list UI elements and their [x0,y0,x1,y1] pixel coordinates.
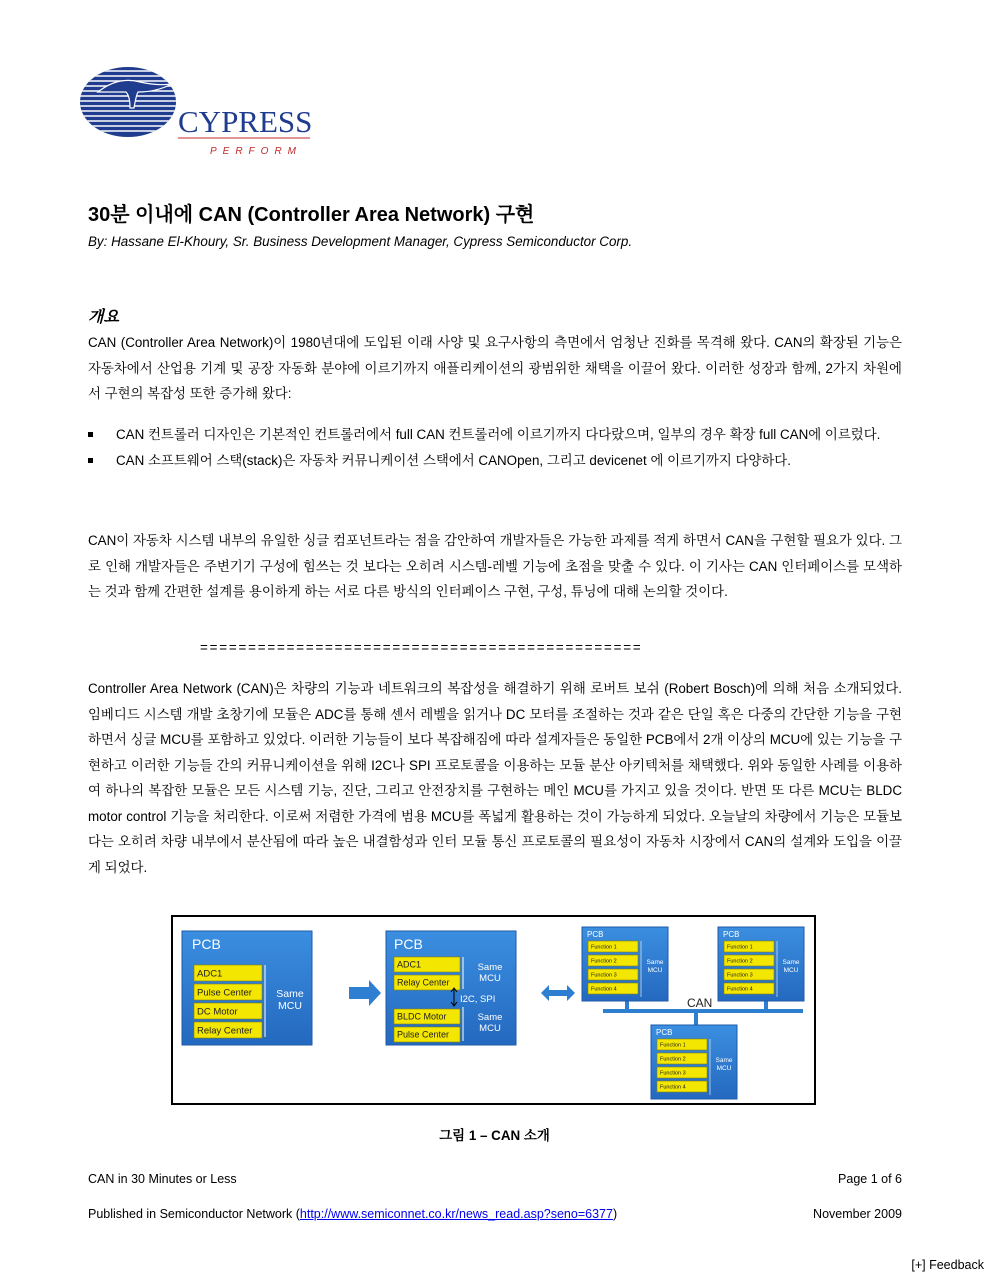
can-bus-label: CAN [687,996,713,1010]
function-box [394,957,460,972]
panel-dual-mcu [386,931,516,1045]
function-label: Function 1 [591,944,617,951]
feedback-link[interactable]: [+] Feedback [911,1258,984,1272]
pcb-label: PCB [656,1028,673,1037]
mcu-label: Same MCU [782,959,800,974]
function-box [588,983,638,994]
function-box [657,1039,707,1050]
function-box [394,1009,460,1024]
bullet-list [88,422,902,473]
function-box [724,969,774,980]
arrow-right-icon [349,980,381,1006]
mcu-label: Same MCU [715,1057,733,1072]
function-label: Function 4 [660,1084,686,1091]
mcu-label: Same MCU [477,962,503,984]
footer-doc-title: CAN in 30 Minutes or Less [88,1172,237,1186]
function-box [724,983,774,994]
page-title: 30분 이내에 CAN (Controller Area Network) 구현 [88,204,535,226]
function-box [724,955,774,966]
bullet-icon [88,432,93,437]
cypress-globe-icon [78,62,318,162]
cypress-logo [78,62,318,162]
function-box [657,1081,707,1092]
pcb-label: PCB [723,930,740,939]
published-prefix: Published in Semiconductor Network ( [88,1207,300,1221]
can-diagram-svg [173,917,814,1103]
function-label: Function 4 [727,986,753,993]
pcb-label: PCB [192,936,221,952]
panel-single-mcu [182,931,312,1045]
pcb-label: PCB [394,936,423,952]
can-diagram [171,915,816,1105]
function-box [588,941,638,952]
function-box [194,984,262,1000]
paragraph-3: Controller Area Network (CAN)은 차량의 기능과 네트워크의 복잡성을 해결하기 위해 로버트 보쉬 (Robert Bosch)에 의해 처음 소개되었다. 임베디드 시스템 개발 초창기에 모듈은 ADC를 통해 센서 레벨을 읽거나 DC 모터를 조절하는 것과 같은 단일 혹은 다중의 간단한 기능을 구현하면서 싱글 MCU를 포함하고 있었다. 이러한 기능들이 보다 복잡해짐에 따라 설계자들은 동일한 PCB에서 2개 이상의 MCU에 있는 기능을 구현하고 이러한 기능들 간의 커뮤니케이션을 위해 I2C나 SPI 프로토콜을 이용하는 모듈 분산 아키텍처를 채택했다. 위와 동일한 사례를 이용하여 하나의 복잡한 모듈은 모든 시스템 기능, 진단, 그리고 안전장치를 구현하는 메인 MCU를 가지고 있을 것이다. 반면 또 다른 MCU는 BLDC motor control 기능을 처리한다. 이로써 저렴한 가격에 범용 MCU를 폭넓게 활용하는 것이 가능하게 되었다. 오늘날의 차량에서 기능은 모듈보다는 오히려 차량 내부에서 분산됨에 따라 높은 내결함성과 인터 모듈 통신 프로토콜의 필요성이 자동차 시장에서 CAN의 설계와 도입을 이끌게 되었다. [88,681,902,875]
function-label: BLDC Motor [397,1011,447,1022]
list-item [88,422,902,448]
separator: ============================================== [200,640,643,655]
function-box [657,1053,707,1064]
function-label: ADC1 [397,959,422,970]
function-label: Function 3 [727,972,753,979]
can-node [718,927,804,1001]
function-label: Function 2 [591,958,617,965]
function-box [657,1067,707,1078]
function-label: Function 4 [591,986,617,993]
function-label: DC Motor [197,1006,238,1018]
paragraph-2: CAN이 자동차 시스템 내부의 유일한 싱글 컴포넌트라는 점을 감안하여 개발자들은 가능한 과제를 적게 하면서 CAN을 구현할 필요가 있다. 그로 인해 개발자들은 주변기기 구성에 힘쓰는 것 보다는 오히려 시스템-레벨 기능에 초점을 맞출 수 있다. 이 기사는 CAN 인터페이스를 모색하는 것과 함께 간편한 설계를 용이하게 하는 서로 다른 방식의 인터페이스 구현, 구성, 튜닝에 대해 논의할 것이다. [88,533,902,599]
can-node [651,1025,737,1099]
function-box [588,955,638,966]
function-box [394,1027,460,1042]
mcu-label: Same MCU [477,1012,503,1034]
can-node [582,927,668,1001]
footer-page-number: Page 1 of 6 [838,1172,902,1186]
bullet-text: CAN 소프트웨어 스택(stack)은 자동차 커뮤니케이션 스택에서 CANOpen, 그리고 devicenet 에 이르기까지 다양하다. [116,452,791,468]
intro-paragraph: CAN (Controller Area Network)이 1980년대에 도입된 이래 사양 및 요구사항의 측면에서 엄청난 진화를 목격해 왔다. CAN의 확장된 기능은 자동차에서 산업용 기계 및 공장 자동화 분야에 이르기까지 애플리케이션의 광범위한 채택을 이끌어 왔다. 이러한 성장과 함께, 2가지 차원에서 구현의 복잡성 또한 증가해 왔다: [88,335,902,401]
logo-tagline: PERFORM [210,146,302,157]
function-label: Relay Center [197,1025,253,1037]
bus-link-label: I2C, SPI [460,994,496,1005]
section-heading: 개요 [88,309,119,326]
footer-published [88,1207,617,1221]
function-label: Function 3 [660,1070,686,1077]
published-suffix: ) [612,1207,618,1221]
byline: By: Hassane El-Khoury, Sr. Business Development Manager, Cypress Semiconductor Corp. [88,234,633,249]
function-label: ADC1 [197,968,223,980]
function-box [194,965,262,981]
logo-word: CYPRESS [178,104,313,139]
function-box [724,941,774,952]
bullet-text: CAN 컨트롤러 디자인은 기본적인 컨트롤러에서 full CAN 컨트롤러에 이르기까지 다다랐으며, 일부의 경우 확장 full CAN에 이르렀다. [116,427,881,442]
published-link[interactable]: http://www.semiconnet.co.kr/news_read.asp?seno=6377 [299,1207,613,1221]
pcb-label: PCB [587,930,604,939]
function-label: Function 1 [727,944,753,951]
double-arrow-icon [541,985,575,1001]
function-box [194,1003,262,1019]
list-item [88,448,902,474]
function-label: Function 2 [727,958,753,965]
function-label: Pulse Center [197,987,252,999]
function-label: Function 2 [660,1056,686,1063]
function-label: Function 1 [660,1042,686,1049]
footer-date: November 2009 [813,1207,902,1221]
function-box [588,969,638,980]
function-label: Pulse Center [397,1029,450,1040]
function-label: Function 3 [591,972,617,979]
mcu-label: Same MCU [276,988,304,1012]
function-box [194,1022,262,1038]
figure-caption: 그림 1 – CAN 소개 [439,1128,550,1143]
bullet-icon [88,458,93,463]
function-box [394,975,460,990]
function-label: Relay Center [397,977,450,988]
mcu-label: Same MCU [646,959,664,974]
